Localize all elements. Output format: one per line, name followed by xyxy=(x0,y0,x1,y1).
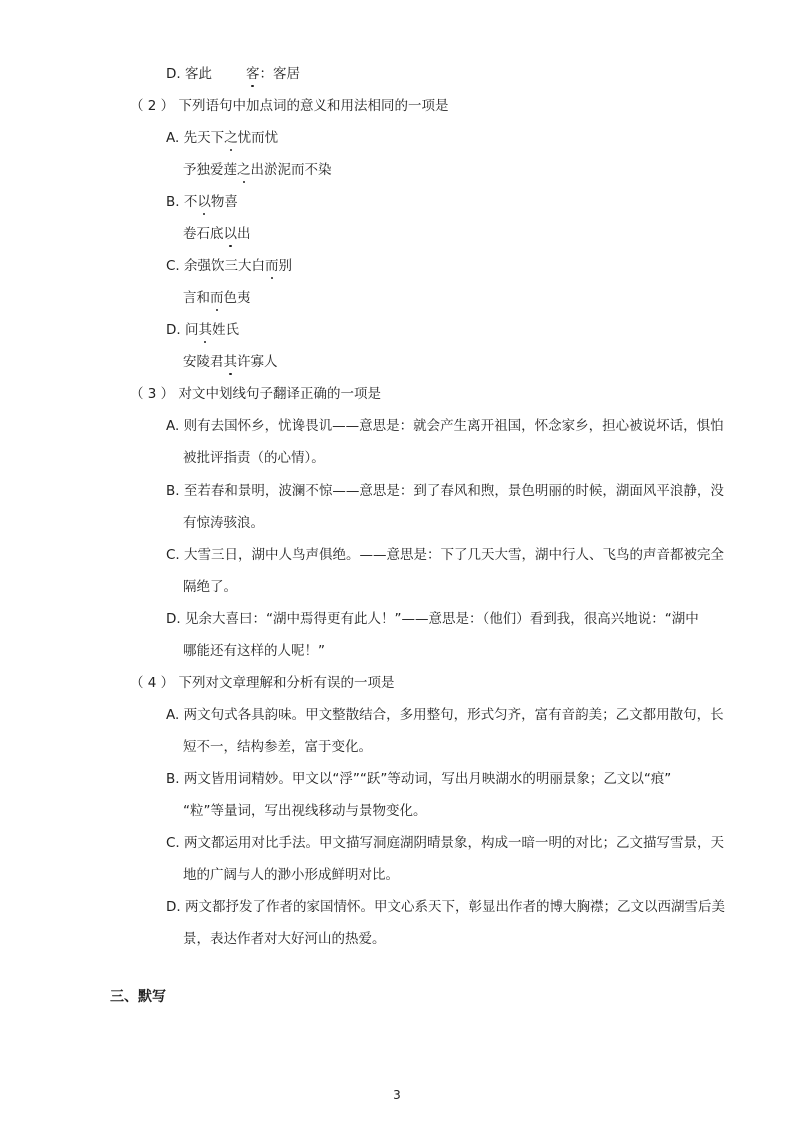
q4-option-c-line2: 地的广阔与人的渺小形成鲜明对比。 xyxy=(183,867,399,883)
q4-option-b-line1: B. 两文皆用词精妙。甲文以“浮”“跃”等动词，写出月映湖水的明丽景象；乙文以“痕” xyxy=(166,771,672,787)
q4-option-c-line1: C. 两文都运用对比手法。甲文描写洞庭湖阴晴景象，构成一暗一明的对比；乙文描写雪景，天 xyxy=(166,835,725,851)
page-number: 3 xyxy=(393,1088,401,1102)
q1-option-d xyxy=(166,64,300,84)
q3-option-d-line1: D. 见余大喜曰：“湖中焉得更有此人！”——意思是：（他们）看到我，很高兴地说：“湖中 xyxy=(166,611,699,627)
q2-c1-dotted-word: 而 xyxy=(265,258,279,274)
q4-option-d-line1: D. 两文都抒发了作者的家国情怀。甲文心系天下，彰显出作者的博大胸襟；乙文以西湖雪后美 xyxy=(166,899,725,915)
q4-stem xyxy=(130,673,394,693)
q2-c1-post: 别 xyxy=(278,258,293,274)
q2-option-a-line2 xyxy=(183,160,332,180)
q4-option-b-line2: “粒”等量词，写出视线移动与景物变化。 xyxy=(183,803,427,819)
q2-a2-dotted-word: 之 xyxy=(237,162,251,178)
q2-a2-pre: 予独爱莲 xyxy=(183,162,237,178)
q2-a1-dotted-word: 之 xyxy=(224,130,238,146)
q2-number: （ 2 ） xyxy=(130,98,175,114)
q2-d1-pre: D. 问 xyxy=(166,322,199,338)
q2-d2-post: 许寡人 xyxy=(237,354,278,370)
q2-option-b-line1 xyxy=(166,192,238,212)
q2-stem xyxy=(130,96,448,116)
q2-c2-dotted-word: 而 xyxy=(210,290,224,306)
q2-option-d-line2 xyxy=(183,352,278,372)
q1-d-label: D. 客此 xyxy=(166,66,212,82)
q4-option-a-line2: 短不一，结构参差，富于变化。 xyxy=(183,739,372,755)
q2-c2-post: 色夷 xyxy=(223,290,251,306)
q2-d2-dotted-word: 其 xyxy=(223,354,237,370)
q2-b2-pre: 卷石底 xyxy=(183,226,224,242)
q2-option-d-line1 xyxy=(166,320,239,340)
q2-b1-pre: B. 不 xyxy=(166,194,198,210)
q4-option-a-line1: A. 两文句式各具韵味。甲文整散结合，多用整句，形式匀齐，富有音韵美；乙文都用散句，长 xyxy=(166,707,724,723)
q3-stem xyxy=(130,384,381,404)
q2-a2-post: 出淤泥而不染 xyxy=(250,162,332,178)
q2-option-c-line1 xyxy=(166,256,292,276)
q3-option-a-line1: A. 则有去国怀乡，忧谗畏讥——意思是：就会产生离开祖国，怀念家乡，担心被说坏话，惧怕 xyxy=(166,418,724,434)
q4-option-d-line2: 景，表达作者对大好河山的热爱。 xyxy=(183,931,386,947)
q3-option-c-line1: C. 大雪三日，湖中人鸟声俱绝。——意思是：下了几天大雪，湖中行人、飞鸟的声音都被完全 xyxy=(166,547,725,563)
q3-option-c-line2: 隔绝了。 xyxy=(183,579,237,595)
q3-stem-text: 对文中划线句子翻译正确的一项是 xyxy=(178,386,381,402)
q1-d-dotted-word: 客 xyxy=(245,66,260,82)
q2-a1-post: 忧而忧 xyxy=(237,130,279,146)
q3-number: （ 3 ） xyxy=(130,386,175,402)
q4-number: （ 4 ） xyxy=(130,675,175,691)
q2-c1-pre: C. 余强饮三大白 xyxy=(166,258,266,274)
q2-stem-text: 下列语句中加点词的意义和用法相同的一项是 xyxy=(178,98,449,114)
q3-option-d-line2: 哪能还有这样的人呢！” xyxy=(183,643,325,659)
q2-b1-post: 物喜 xyxy=(210,194,238,210)
q2-option-b-line2 xyxy=(183,224,251,244)
q2-option-c-line2 xyxy=(183,288,251,308)
q2-d2-pre: 安陵君 xyxy=(183,354,224,370)
q2-b1-dotted-word: 以 xyxy=(197,194,211,210)
q3-option-b-line2: 有惊涛骇浪。 xyxy=(183,515,264,531)
q2-a1-pre: A. 先天下 xyxy=(166,130,225,146)
q1-d-tail: 客居 xyxy=(272,66,300,82)
q2-option-a-line1 xyxy=(166,128,278,148)
section-heading-dictation: 三、默写 xyxy=(110,989,166,1005)
q1-d-colon: ： xyxy=(259,66,273,82)
q4-stem-text: 下列对文章理解和分析有误的一项是 xyxy=(178,675,395,691)
q2-b2-dotted-word: 以 xyxy=(223,226,237,242)
q2-d1-post: 姓氏 xyxy=(211,322,239,338)
q3-option-b-line1: B. 至若春和景明，波澜不惊——意思是：到了春风和煦，景色明丽的时候，湖面风平浪静，没 xyxy=(166,483,724,499)
q3-option-a-line2: 被批评指责（的心情）。 xyxy=(183,450,325,466)
q2-c2-pre: 言和 xyxy=(183,290,210,306)
q2-d1-dotted-word: 其 xyxy=(198,322,212,338)
q2-b2-post: 出 xyxy=(237,226,251,242)
